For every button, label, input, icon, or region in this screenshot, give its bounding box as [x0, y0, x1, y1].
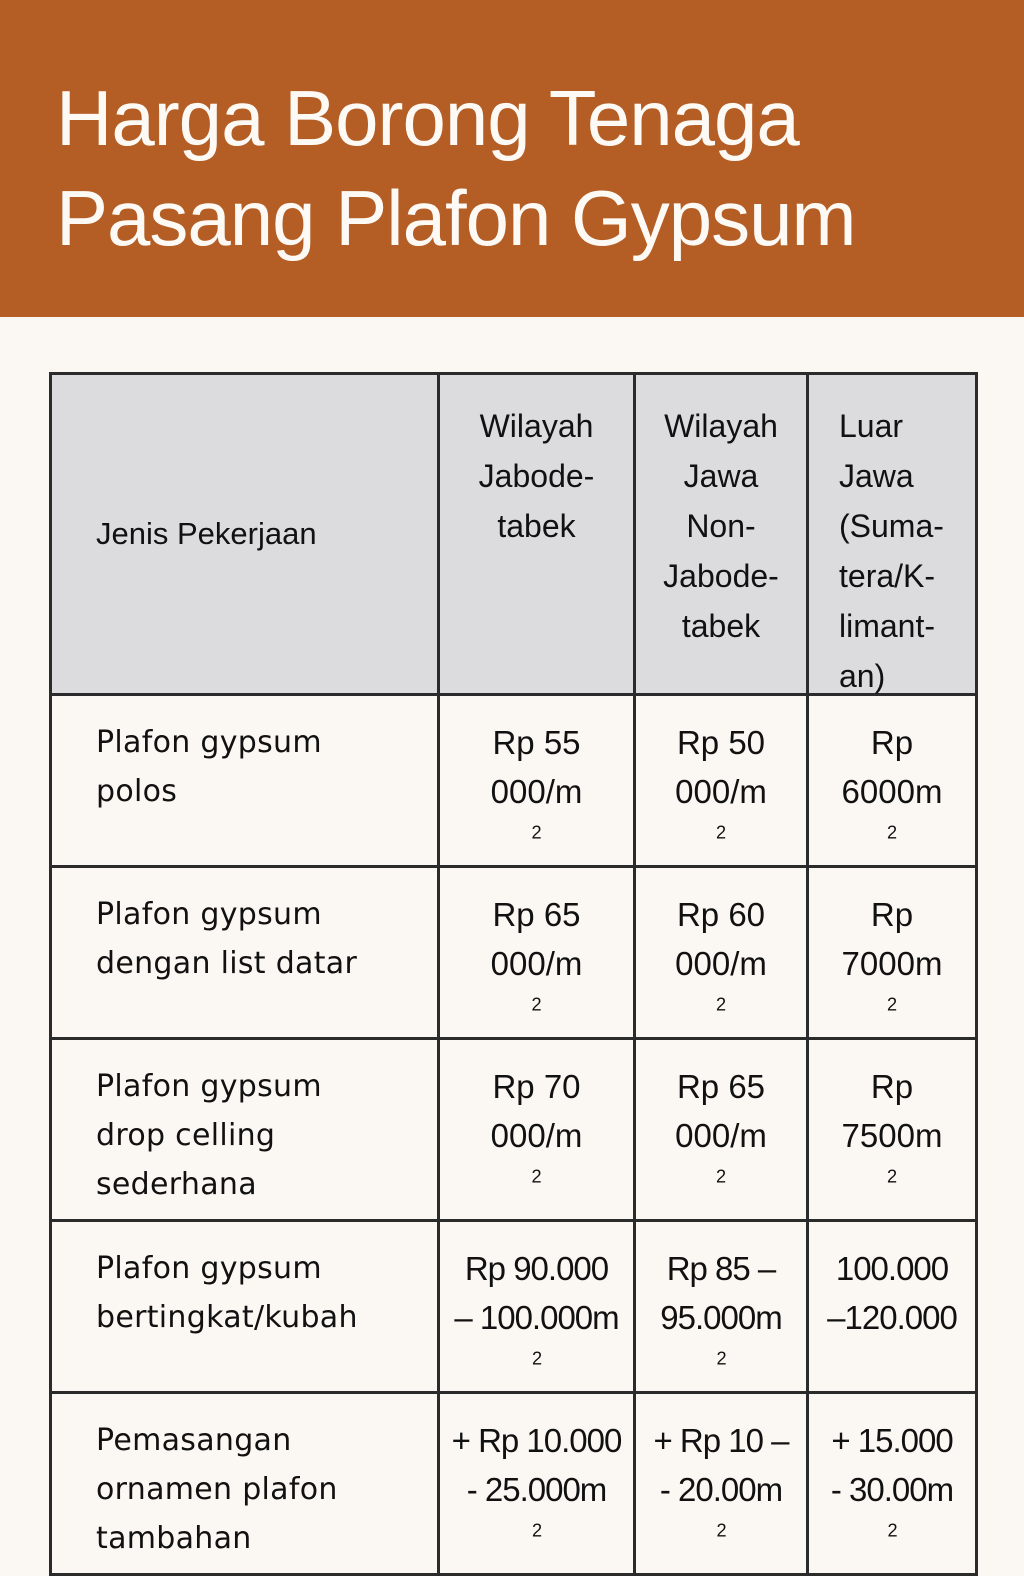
job-line: Plafon gypsum: [96, 1251, 322, 1286]
price-line: - 30.00m $^2$: [830, 1471, 954, 1541]
column-header-line: Jawa: [839, 458, 914, 494]
table-row: [51, 695, 977, 867]
price-cell-jawa: [635, 1393, 808, 1575]
job-cell: [51, 695, 439, 867]
column-header-jawa-non-jabodetabek: [635, 374, 808, 695]
price-cell-jabodetabek: [439, 695, 635, 867]
job-line: Pemasangan: [96, 1423, 292, 1458]
job-line: bertingkat/kubah: [96, 1300, 358, 1335]
column-header-jabodetabek: [439, 374, 635, 695]
price-cell-luar-jawa: [808, 1221, 977, 1393]
price-cell-jawa: [635, 1039, 808, 1221]
price-line: 000/m $^2$: [675, 945, 767, 1015]
price-line: + Rp 10 –: [653, 1422, 789, 1459]
column-header-line: Wilayah: [664, 408, 778, 444]
title-line-2: Pasang Plafon Gypsum: [56, 174, 856, 262]
job-cell: [51, 867, 439, 1039]
price-line: 000/m $^2$: [490, 1117, 583, 1187]
price-line: 7500m $^2$: [841, 1117, 943, 1187]
title-line-1: Harga Borong Tenaga: [56, 74, 799, 162]
price-line: 000/m $^2$: [490, 773, 583, 843]
price-cell-jabodetabek: [439, 1221, 635, 1393]
price-cell-jabodetabek: [439, 1393, 635, 1575]
job-line: sederhana: [96, 1167, 257, 1202]
price-cell-jabodetabek: [439, 867, 635, 1039]
price-line: + Rp 10.000: [451, 1422, 622, 1459]
column-header-line: (Suma-: [839, 508, 944, 544]
page-title: [56, 68, 1016, 268]
job-cell: [51, 1039, 439, 1221]
price-line: Rp: [870, 1068, 914, 1105]
column-header-job: [51, 374, 439, 695]
job-cell: [51, 1221, 439, 1393]
column-header-line: Wilayah: [479, 408, 594, 444]
price-line: 000/m $^2$: [490, 945, 583, 1015]
price-cell-luar-jawa: [808, 867, 977, 1039]
column-header-luar-jawa: [808, 374, 977, 695]
table-row: [51, 1039, 977, 1221]
price-line: Rp 55: [492, 724, 581, 761]
column-header-line: tabek: [681, 608, 761, 644]
price-line: 95.000m $^2$: [660, 1299, 782, 1369]
price-cell-jabodetabek: [439, 1039, 635, 1221]
column-header-line: limant-: [839, 608, 936, 644]
price-line: 100.000: [835, 1250, 949, 1287]
price-line: – 100.000m $^2$: [454, 1299, 619, 1369]
price-line: Rp 65: [492, 896, 581, 933]
price-line: –120.000: [827, 1299, 957, 1336]
title-banner: [0, 0, 1024, 317]
table-row: [51, 1393, 977, 1575]
price-cell-luar-jawa: [808, 1039, 977, 1221]
column-header-label: Jenis Pekerjaan: [96, 516, 317, 551]
job-line: dengan list datar: [96, 946, 358, 981]
job-line: Plafon gypsum: [96, 897, 322, 932]
column-header-line: tabek: [497, 508, 576, 544]
price-line: Rp: [870, 896, 914, 933]
price-line: 6000m $^2$: [841, 773, 943, 843]
price-line: Rp 65: [676, 1068, 766, 1105]
table-row: [51, 1221, 977, 1393]
table-header-row: [51, 374, 977, 695]
price-line: 7000m $^2$: [841, 945, 943, 1015]
price-cell-luar-jawa: [808, 1393, 977, 1575]
price-line: Rp 90.000: [464, 1250, 609, 1287]
price-line: Rp 70: [492, 1068, 581, 1105]
column-header-line: Jabode-: [663, 558, 779, 594]
price-line: + 15.000: [831, 1422, 953, 1459]
job-line: ornamen plafon: [96, 1472, 338, 1507]
column-header-line: an): [839, 658, 886, 694]
column-header-line: Jabode-: [478, 458, 595, 494]
price-cell-jawa: [635, 1221, 808, 1393]
price-cell-jawa: [635, 867, 808, 1039]
job-line: polos: [96, 774, 178, 809]
price-line: - 20.00m $^2$: [659, 1471, 783, 1541]
price-line: Rp 85 –: [666, 1250, 776, 1287]
job-cell: [51, 1393, 439, 1575]
column-header-line: Luar: [839, 408, 904, 444]
price-line: Rp: [870, 724, 914, 761]
job-line: drop celling: [96, 1118, 276, 1153]
price-line: Rp 60: [676, 896, 766, 933]
price-line: 000/m $^2$: [675, 1117, 767, 1187]
price-cell-jawa: [635, 695, 808, 867]
price-line: 000/m $^2$: [675, 773, 767, 843]
job-line: Plafon gypsum: [96, 725, 322, 760]
price-table: [49, 372, 978, 1576]
column-header-line: Non-: [686, 508, 756, 544]
price-cell-luar-jawa: [808, 695, 977, 867]
job-line: tambahan: [96, 1521, 252, 1556]
column-header-line: tera/K-: [839, 558, 936, 594]
price-line: Rp 50: [676, 724, 766, 761]
table-row: [51, 867, 977, 1039]
column-header-line: Jawa: [683, 458, 759, 494]
price-line: - 25.000m $^2$: [466, 1471, 607, 1541]
job-line: Plafon gypsum: [96, 1069, 322, 1104]
